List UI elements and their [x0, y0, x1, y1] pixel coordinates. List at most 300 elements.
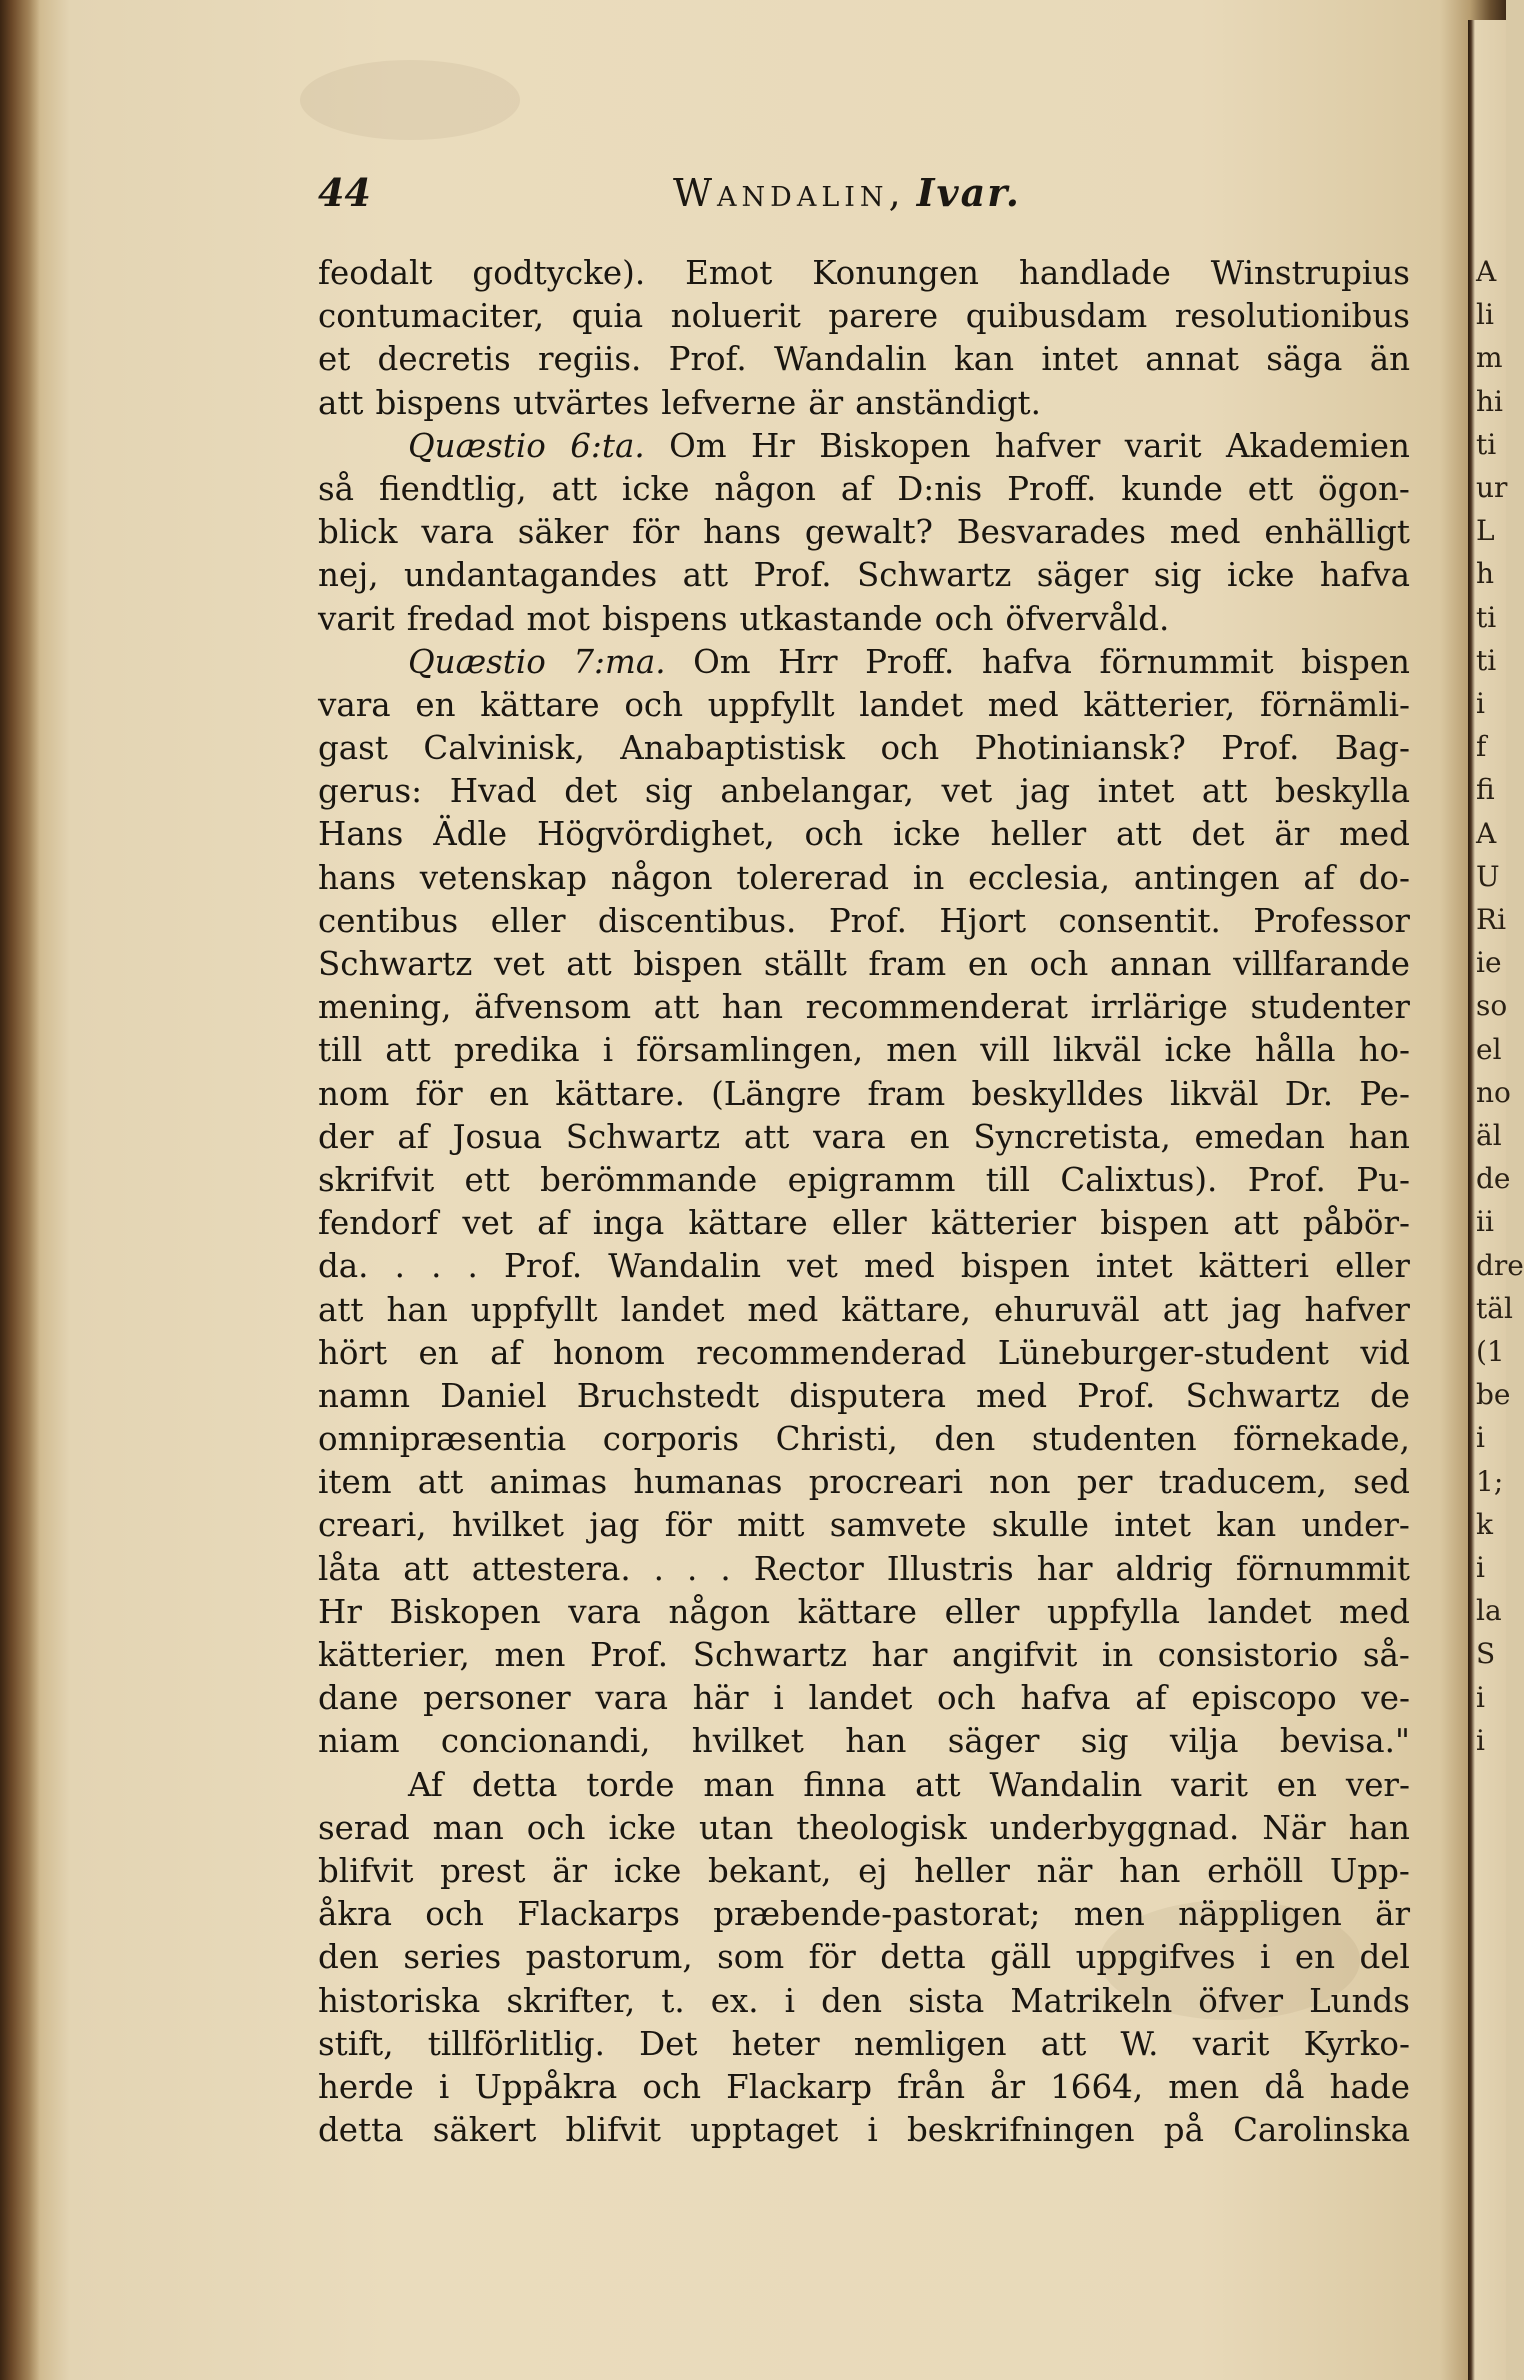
word: den	[821, 1981, 883, 2020]
word: ho-	[1358, 1031, 1410, 1070]
word: do-	[1358, 858, 1410, 897]
word: Uppåkra	[474, 2067, 618, 2106]
word: recommenderat	[805, 988, 1068, 1027]
word: parere	[828, 297, 939, 336]
word: blifvit	[318, 1851, 414, 1890]
word: Pu-	[1356, 1160, 1410, 1199]
word: är	[552, 1851, 588, 1890]
marginalia-fragment: S	[1476, 1637, 1496, 1671]
word: samvete	[829, 1506, 967, 1545]
marginalia-fragment: li	[1476, 298, 1494, 332]
word: predika	[453, 1031, 580, 1070]
text-line	[318, 1461, 1410, 1504]
word: Dr.	[1284, 1074, 1334, 1113]
word: icke	[621, 469, 690, 508]
word: contumaciter,	[318, 297, 545, 336]
word: procreari	[808, 1463, 963, 1502]
word: heter	[731, 2024, 820, 2063]
word: och	[880, 729, 940, 768]
word: gewalt?	[804, 513, 933, 552]
word: med	[987, 685, 1059, 724]
word: för	[415, 1074, 463, 1113]
word: vet	[493, 945, 545, 983]
word: icke	[893, 815, 961, 854]
word: förnämli-	[1259, 685, 1410, 724]
word: af	[1303, 858, 1335, 897]
word: Flackarp	[726, 2067, 873, 2106]
word: Calixtus).	[1060, 1160, 1218, 1199]
word: Winstrupius	[1210, 254, 1410, 292]
text-line	[318, 684, 1410, 727]
word: eller	[1335, 1247, 1410, 1286]
word: hafva	[1319, 556, 1410, 595]
word: Matrikeln	[1010, 1981, 1173, 2020]
word: kätterier	[930, 1204, 1077, 1243]
marginalia-fragment: ti	[1476, 643, 1497, 677]
word: och	[937, 1679, 996, 1718]
word: Wandalin	[989, 1765, 1143, 1804]
word: D:nis	[897, 469, 983, 508]
word: någon	[668, 1592, 771, 1631]
word: bevisa."	[1279, 1722, 1410, 1761]
marginalia-fragment: i	[1476, 687, 1485, 720]
word: fram	[867, 1074, 946, 1113]
word: eller	[490, 901, 566, 940]
word: Prof.	[1247, 1160, 1326, 1199]
word: stift,	[318, 2024, 394, 2063]
word: regiis.	[537, 340, 642, 379]
word: icke	[1226, 556, 1295, 595]
word: prest	[440, 1851, 526, 1890]
text-line	[318, 1289, 1410, 1332]
word: Photiniansk?	[974, 729, 1186, 768]
word: bekant,	[708, 1851, 832, 1890]
word: säker	[517, 513, 609, 552]
marginalia-fragment: fi	[1476, 773, 1495, 807]
word: intet	[1095, 1247, 1173, 1286]
word: från	[897, 2067, 966, 2106]
word: en	[909, 1117, 950, 1156]
word: kättare.	[555, 1074, 685, 1113]
word: af	[490, 1333, 522, 1372]
text-line	[318, 338, 1410, 381]
word: vara	[421, 513, 494, 552]
word: Hrr	[778, 642, 838, 681]
word: niam	[318, 1722, 400, 1761]
word: villfarande	[1233, 945, 1410, 983]
word: Josua	[452, 1117, 543, 1156]
word: hvilket	[691, 1722, 804, 1761]
word: kättare	[688, 1204, 808, 1243]
word: Schwartz	[565, 1117, 721, 1156]
text-line	[318, 1850, 1410, 1893]
text-line	[318, 1980, 1410, 2023]
text-line	[318, 598, 1410, 641]
word: intet	[1041, 340, 1118, 379]
word: Schwartz	[692, 1636, 847, 1674]
word: har	[1036, 1549, 1093, 1588]
word: berömmande	[540, 1160, 758, 1199]
word: aldrig	[1115, 1549, 1213, 1588]
word: att	[417, 1463, 464, 1502]
marginalia-fragment: i	[1476, 1551, 1485, 1584]
marginalia-fragment: be	[1476, 1378, 1511, 1412]
word: låta	[318, 1549, 381, 1588]
word: beskylla	[1275, 772, 1410, 811]
word: och	[1029, 945, 1089, 983]
word: kätteri	[1198, 1247, 1310, 1286]
word: feodalt	[318, 254, 433, 292]
word: utkastande	[739, 599, 923, 638]
word: in	[912, 858, 945, 897]
word: någon	[714, 469, 816, 508]
word: Hjort	[939, 901, 1027, 940]
marginalia-fragment: Ri	[1476, 903, 1507, 936]
text-line	[318, 1332, 1410, 1375]
word: et	[318, 340, 351, 379]
word: Om	[669, 426, 727, 465]
word: Biskopen	[819, 426, 971, 465]
text-line	[318, 1202, 1410, 1245]
word: Wandalin	[608, 1247, 762, 1286]
word: men	[494, 1636, 566, 1674]
word: att	[743, 1117, 790, 1156]
word: vill	[980, 1031, 1030, 1070]
marginalia-fragment: ti	[1476, 600, 1497, 634]
word: Hans	[318, 815, 404, 854]
word: vetenskap	[419, 858, 588, 897]
word: Rector	[753, 1549, 864, 1588]
text-line	[318, 554, 1410, 597]
word: utvärtes	[513, 383, 650, 422]
word: församlingen,	[636, 1031, 864, 1070]
word: då	[1264, 2067, 1305, 2106]
marginalia-fragment: ti	[1476, 427, 1497, 461]
word: Det	[639, 2024, 698, 2063]
word: W.	[1120, 2024, 1159, 2063]
word: epigramm	[787, 1160, 956, 1199]
word: på	[1163, 2111, 1204, 2150]
word: gast	[318, 729, 388, 768]
word: bispens	[375, 383, 502, 422]
word: Af	[408, 1765, 443, 1804]
word: kunde	[1121, 469, 1223, 508]
word: præbende-pastorat;	[713, 1895, 1041, 1934]
word: hålla	[1255, 1031, 1336, 1070]
word: varit	[1171, 1765, 1248, 1804]
word: med	[747, 1290, 819, 1329]
word: ecclesia,	[968, 858, 1111, 897]
word: heller	[990, 815, 1087, 854]
word: hafva	[981, 642, 1072, 681]
word: säga	[1266, 340, 1343, 379]
word: uppfylla	[1046, 1592, 1181, 1631]
word: kan	[1216, 1506, 1277, 1545]
word: Hr	[318, 1592, 362, 1631]
word: tillförlitlig.	[427, 2024, 605, 2063]
word: varit	[1124, 426, 1202, 465]
word: ve-	[1361, 1679, 1410, 1718]
word: der	[318, 1117, 374, 1156]
word: Quæstio	[408, 642, 546, 681]
word: likväl	[1169, 1074, 1259, 1113]
word: att	[385, 1031, 431, 1070]
word: Lunds	[1309, 1981, 1410, 2020]
word: men	[886, 1031, 958, 1070]
word: da.	[318, 1247, 369, 1286]
word: och	[425, 1895, 484, 1934]
word: .	[653, 1549, 665, 1588]
word: Flackarps	[517, 1895, 680, 1934]
text-line	[318, 770, 1410, 813]
word: landet	[1207, 1592, 1312, 1631]
word: omnipræsentia	[318, 1420, 567, 1459]
word: att	[1040, 2024, 1087, 2063]
word: heller	[914, 1851, 1010, 1890]
text-line	[318, 1807, 1410, 1850]
word: bispen	[1100, 1204, 1210, 1243]
word: kättare	[797, 1592, 918, 1631]
word: historiska	[318, 1981, 481, 2020]
word: 7:ma.	[573, 642, 666, 681]
word: den	[934, 1420, 996, 1459]
word: irrlärige	[1090, 988, 1228, 1027]
marginalia-fragment: no	[1476, 1075, 1511, 1109]
text-line	[318, 943, 1410, 986]
text-line	[318, 986, 1410, 1029]
word: sig	[1080, 1722, 1129, 1761]
word: episcopo	[1191, 1679, 1337, 1718]
word: series	[403, 1938, 502, 1977]
marginalia-fragment: äl	[1476, 1119, 1502, 1152]
word: under-	[1301, 1506, 1410, 1545]
word: enhälligt	[1264, 513, 1410, 552]
word: är	[1274, 815, 1310, 854]
word: torde	[586, 1765, 675, 1804]
text-line	[318, 641, 1410, 684]
word: öfvervåld.	[1005, 599, 1170, 638]
word: så	[318, 469, 355, 508]
word: mot	[526, 599, 590, 638]
word: mening,	[318, 988, 452, 1027]
word: uppfyllt	[707, 685, 835, 724]
running-title-name: Wandalin	[673, 171, 889, 215]
marginalia-fragment: i	[1476, 1680, 1485, 1714]
word: bispen	[633, 945, 743, 983]
word: ögon-	[1318, 469, 1410, 508]
marginalia-fragment: el	[1476, 1032, 1502, 1066]
word: Upp-	[1329, 1851, 1410, 1890]
text-line	[318, 1504, 1410, 1547]
word: Om	[693, 642, 751, 681]
word: gäll	[990, 1938, 1052, 1977]
word: .	[467, 1247, 478, 1286]
word: attestera.	[471, 1549, 631, 1588]
word: Calvinisk,	[423, 729, 585, 768]
word: hört	[318, 1333, 388, 1372]
word: Kyrko-	[1303, 2024, 1410, 2063]
word: Bruchstedt	[576, 1376, 760, 1415]
text-line	[318, 1029, 1410, 1072]
marginalia-fragment: h	[1476, 557, 1495, 591]
word: för	[808, 1938, 856, 1977]
word: nemligen	[853, 2024, 1007, 2063]
word: Carolinska	[1233, 2111, 1410, 2150]
page-stain	[300, 60, 520, 140]
word: någon	[610, 858, 713, 897]
word: icke	[613, 1851, 682, 1890]
word: icke	[1164, 1031, 1232, 1070]
word: af	[1135, 1679, 1167, 1718]
marginalia-fragment: A	[1476, 816, 1497, 850]
word: man	[432, 1808, 504, 1847]
text-line	[318, 1634, 1410, 1677]
word: säger	[947, 1722, 1040, 1761]
word: godtycke).	[472, 254, 646, 292]
word: angifvit	[951, 1636, 1078, 1674]
marginalia-fragment: k	[1476, 1507, 1493, 1541]
word: med	[1169, 513, 1241, 552]
word: utan	[699, 1808, 774, 1847]
word: Hvad	[449, 772, 537, 811]
word: eller	[944, 1592, 1020, 1631]
word: quibusdam	[965, 297, 1148, 336]
word: nej,	[318, 556, 379, 595]
word: blifvit	[565, 2111, 661, 2150]
word: mitt	[737, 1506, 805, 1545]
text-line	[318, 1677, 1410, 1720]
word: kättare,	[841, 1290, 971, 1329]
word: finna	[803, 1765, 887, 1804]
marginalia-fragment: U	[1476, 859, 1500, 893]
text-line	[318, 511, 1410, 554]
text-line	[318, 900, 1410, 943]
word: ehuruväl	[993, 1290, 1140, 1329]
word: t.	[661, 1981, 685, 2020]
word: antingen	[1133, 858, 1280, 897]
word: eller	[831, 1204, 907, 1243]
word: ver-	[1345, 1765, 1410, 1804]
word: del	[1359, 1938, 1410, 1977]
word: som	[717, 1938, 785, 1977]
marginalia-fragment: ur	[1476, 471, 1508, 504]
text-line	[318, 2109, 1410, 2152]
word: corporis	[602, 1420, 740, 1459]
marginalia-fragment: f	[1476, 730, 1487, 764]
word: Emot	[685, 254, 773, 292]
word: Ädle	[433, 815, 508, 854]
word: Akademien	[1225, 426, 1410, 465]
word: hafver	[1304, 1290, 1410, 1329]
word: man	[703, 1765, 775, 1804]
text-line	[318, 2023, 1410, 2066]
word: skulle	[991, 1506, 1090, 1545]
word: 6:ta.	[570, 426, 645, 465]
word: consistorio	[1157, 1636, 1339, 1674]
word: att	[551, 469, 598, 508]
word: en	[488, 1074, 530, 1113]
running-title-separator: ,	[888, 171, 903, 215]
word: Prof.	[753, 556, 832, 595]
text-line	[318, 1936, 1410, 1979]
word: för	[632, 513, 680, 552]
word: intet	[1114, 1506, 1191, 1545]
word: han	[386, 1290, 448, 1329]
running-title-first-name: Ivar.	[916, 170, 1021, 215]
text-line	[318, 727, 1410, 770]
word: det	[1191, 815, 1245, 854]
word: traducem,	[1158, 1463, 1327, 1502]
word: med	[976, 1376, 1048, 1415]
text-line	[318, 2066, 1410, 2109]
word: När	[1262, 1808, 1326, 1847]
marginalia-fragment: hi	[1476, 384, 1503, 418]
word: vara	[318, 685, 391, 724]
word: .	[720, 1549, 731, 1588]
word: resolutionibus	[1174, 297, 1410, 336]
word: med	[1339, 815, 1410, 854]
marginalia-fragment: i	[1476, 1723, 1485, 1757]
word: när	[1036, 1851, 1093, 1890]
word: att	[653, 988, 700, 1027]
word: att	[1201, 772, 1248, 811]
word: serad	[318, 1808, 410, 1847]
word: per	[1076, 1463, 1133, 1502]
word: dane	[318, 1679, 399, 1718]
word: och	[804, 815, 864, 854]
word: skrifter,	[506, 1981, 636, 2020]
word: vet	[941, 772, 993, 811]
word: inga	[592, 1204, 665, 1243]
text-line	[318, 252, 1410, 295]
word: ej	[858, 1851, 888, 1890]
word: ett	[1247, 469, 1294, 508]
word: vilja	[1169, 1722, 1239, 1761]
word: sig	[1153, 556, 1202, 595]
word: Schwartz	[1185, 1376, 1340, 1415]
word: Konungen	[812, 254, 979, 292]
word: fram	[868, 945, 947, 983]
word: påbör-	[1302, 1204, 1410, 1243]
word: sig	[644, 772, 693, 811]
word: studenter	[1250, 988, 1410, 1027]
word: med	[863, 1247, 935, 1286]
marginalia-fragment: la	[1476, 1594, 1502, 1628]
word: Pe-	[1359, 1074, 1410, 1113]
word: åkra	[318, 1895, 392, 1934]
word: humanas	[633, 1463, 783, 1502]
text-line	[318, 1893, 1410, 1936]
word: Schwartz	[318, 945, 473, 983]
word: att	[318, 383, 364, 422]
word: Högvördighet,	[536, 815, 775, 854]
word: i	[867, 2111, 878, 2150]
word: Illustris	[886, 1549, 1014, 1588]
text-line	[318, 1375, 1410, 1418]
word: fiendtlig,	[378, 469, 527, 508]
word: .	[394, 1247, 405, 1286]
word: detta	[471, 1765, 558, 1804]
word: personer	[423, 1679, 571, 1718]
marginalia-fragment: L	[1476, 514, 1495, 548]
marginalia-fragment: de	[1476, 1162, 1511, 1196]
word: annan	[1109, 945, 1212, 983]
word: beskylldes	[971, 1074, 1144, 1113]
word: Professor	[1253, 901, 1410, 940]
word: med	[1339, 1592, 1410, 1631]
text-line	[318, 1245, 1410, 1288]
word: sed	[1353, 1463, 1410, 1502]
